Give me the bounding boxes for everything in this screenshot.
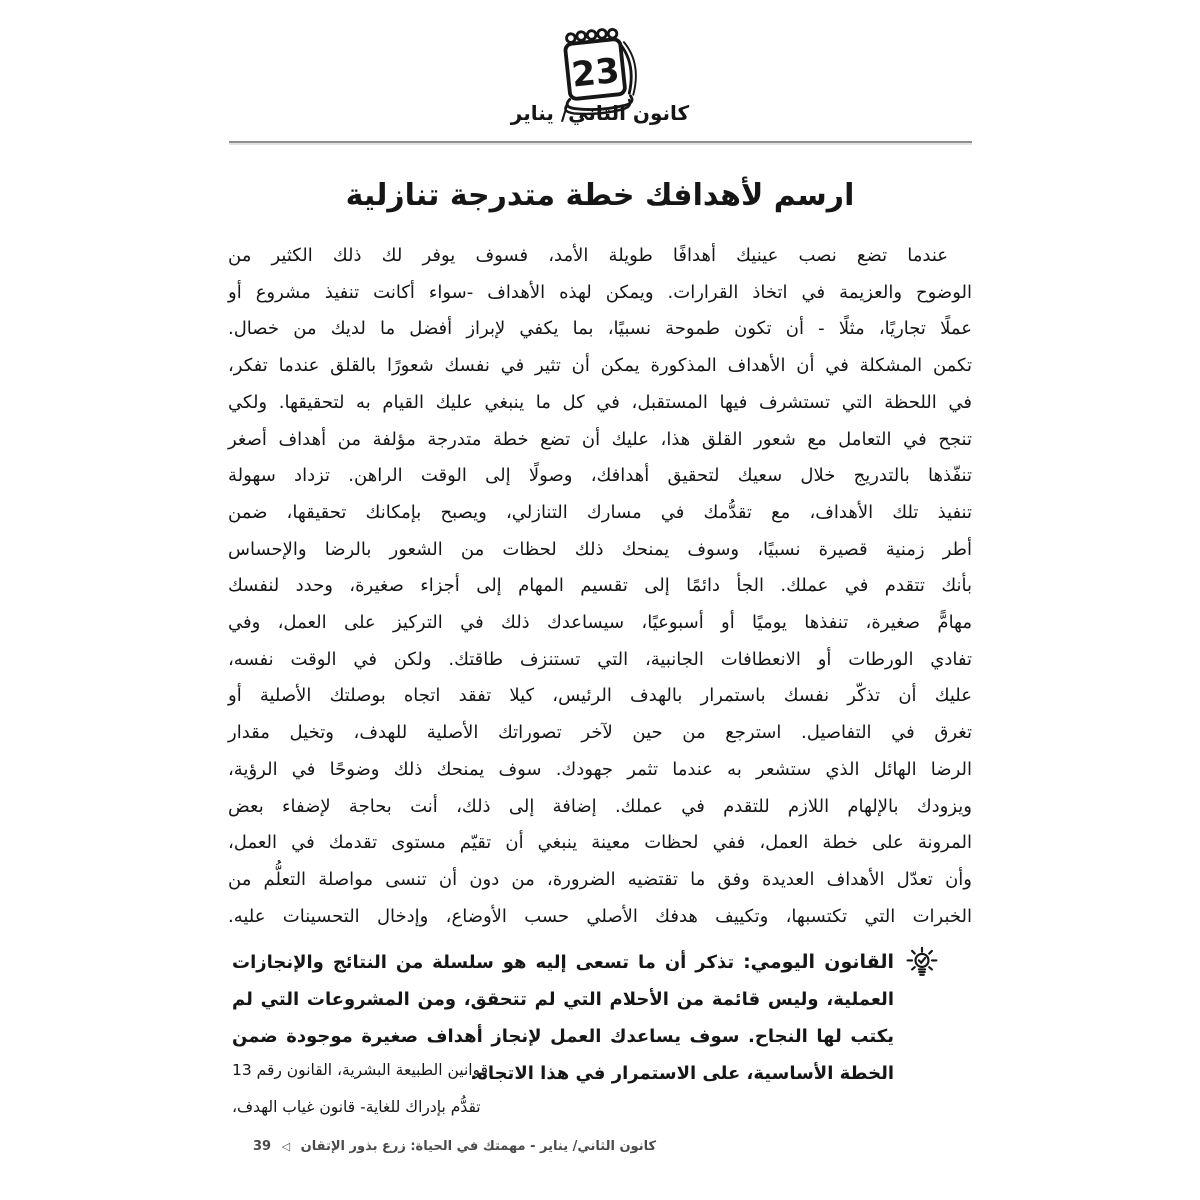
- month-label: كانون الثاني/ يناير: [510, 101, 690, 125]
- body-line: ويزودك بالإلهام اللازم للتقدم في عملك. إضافة إلى ذلك، أنت بحاجة لإضفاء بعض: [228, 795, 972, 817]
- page-title: ارسم لأهدافك خطة متدرجة تنازلية: [345, 178, 855, 214]
- page-number: 39: [253, 1139, 272, 1154]
- body-line: المرونة على خطة العمل، ففي لحظات معينة ينبغي أن تقيّم مستوى تقدمك في العمل،: [228, 832, 972, 854]
- body-line: تنفّذها بالتدريج خلال سعيك لتحقيق أهدافك، وصولًا إلى الوقت الراهن. تزداد سهولة: [228, 465, 972, 487]
- calendar-day-number: 23: [569, 50, 622, 96]
- body-line: تنفيذ تلك الأهداف، مع تقدُّمك في مسارك التنازلي، ويصبح بإمكانك تحقيقها، ضمن: [228, 501, 972, 523]
- body-line: في اللحظة التي تستشرف فيها المستقبل، في كل ما ينبغي عليك القيام به لتحقيقها. ولكي: [228, 391, 972, 413]
- body-line: تكمن المشكلة في أن الأهداف المذكورة يمكن أن تثير في نفسك شعورًا بالقلق عندما تفكر،: [228, 355, 972, 377]
- footer-text: كانون الثاني/ يناير - مهمتك في الحياة: زرع بذور الإتقان: [300, 1139, 657, 1154]
- body-line: عندما تضع نصب عينيك أهدافًا طويلة الأمد، فسوف يوفر لك ذلك الكثير من: [228, 245, 948, 266]
- daily-law-label: القانون اليومي:: [743, 951, 894, 973]
- body-line: الوضوح والعزيمة في اتخاذ القرارات. ويمكن لهذه الأهداف -سواء أكانت تنفيذ مشروع أو: [228, 281, 972, 303]
- body-line: وأن تعدّل الأهداف العديدة وفق ما تقتضيه الضرورة، من دون أن تنسى مواصلة التعلُّم من: [228, 868, 972, 890]
- body-line: تنجح في التعامل مع شعور القلق هذا، عليك أن تضع خطة متدرجة مؤلفة من أهداف أصغر: [228, 428, 972, 450]
- header-divider: [229, 141, 972, 143]
- reference-line: تقدُّم بإدراك للغاية- قانون غياب الهدف،: [232, 1098, 481, 1116]
- body-line: تغرق في التفاصيل. استرجع من حين لآخر تصوراتك الأصلية للهدف، وتخيل مقدار: [228, 722, 972, 744]
- body-line: الرضا الهائل الذي ستشعر به عندما تثمر جهودك. سوف يمنحك ذلك وضوحًا في الرؤية،: [228, 758, 972, 780]
- reference-line: قوانين الطبيعة البشرية، القانون رقم 13: [232, 1061, 488, 1079]
- body-paragraph: [228, 238, 972, 935]
- body-line: تفادي الورطات أو الانعطافات الجانبية، التي تستنزف طاقتك. ولكن في الوقت نفسه،: [228, 648, 972, 670]
- references: [232, 1052, 972, 1126]
- body-line: بأنك تتقدم في عملك. الجأ دائمًا إلى تقسيم المهام إلى أجزاء صغيرة، وحدد لنفسك: [228, 575, 972, 597]
- body-line: عليك أن تذكّر نفسك باستمرار بالهدف الرئيس، كيلا تفقد اتجاه بوصلتك الأصلية أو: [228, 685, 972, 707]
- footer-triangle-icon: ◁: [281, 1140, 291, 1153]
- body-line: أطر زمنية قصيرة نسبيًا، وسوف يمنحك ذلك لحظات من الشعور بالرضا والإحساس: [228, 538, 972, 560]
- body-line: مهامًّ صغيرة، تنفذها يوميًا أو أسبوعيًا، سيساعدك ذلك في التركيز على العمل، وفي: [228, 612, 972, 634]
- daily-law-body: تذكر أن ما تسعى إليه هو سلسلة من النتائج والإنجازات العملية، وليس قائمة من الأحلام التي لم تتحقق، ومن المشروعات التي لم يكتب لها النجاح. سوف يساعدك العمل لإنجاز أهداف صغيرة موجودة ضمن الخطة الأساسية، على الاستمرار في هذا الاتجاه.: [232, 952, 894, 1084]
- body-line: عملًا تجاريًا، مثلًا - أن تكون طموحة نسبيًا، بما يكفي لإبراز أفضل ما لديك من خصال.: [228, 318, 972, 340]
- page-footer: [253, 1139, 656, 1154]
- body-line: الخبرات التي تكتسبها، وتكييف هدفك الأصلي حسب الأوضاع، وإدخال التحسينات عليه.: [228, 905, 972, 927]
- lightbulb-icon: [904, 946, 940, 982]
